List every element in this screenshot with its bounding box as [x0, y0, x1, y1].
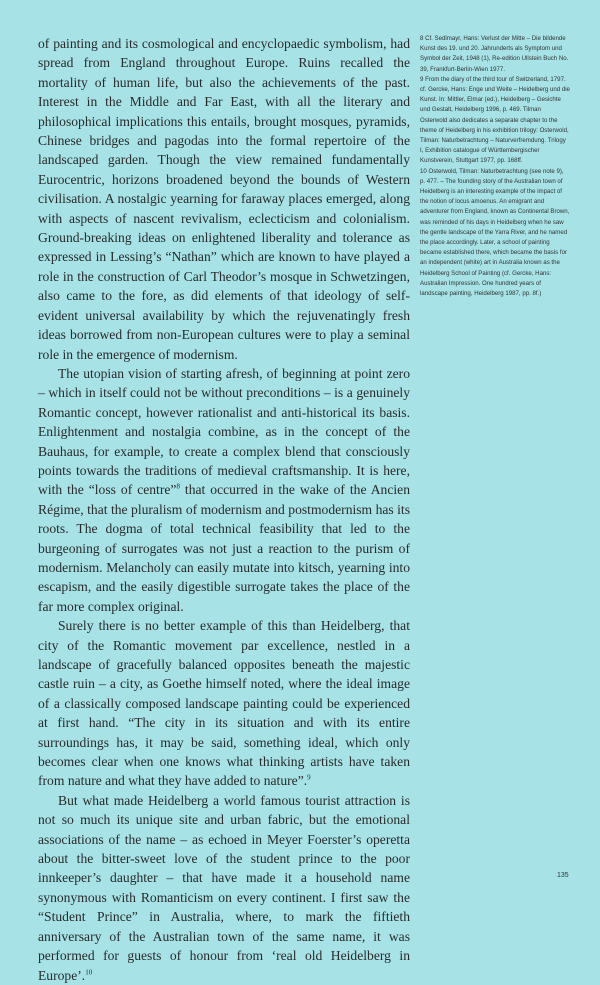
footnote-reference: 10	[85, 967, 93, 976]
footnote: 9 From the diary of the third tour of Switzerland, 1797. cf. Gercke, Hans: Enge und Weite – Heidelberg und die Kunst. In: Mittler, Elmar (ed.), Heidelberg – Gesichte und Gestalt, Heidelberg 1996, p. 469. Tilman Osterwold also dedicates a separate chapter to the theme of Heidelberg in his exhibition trilogy: Osterwold, Tilman: Naturbetrachtung – Naturverfremdung. Trilogy I, Exhibition catalogue of Württembergischer Kunstverein, Stuttgart 1977, pp. 168ff.	[420, 75, 570, 165]
footnote-reference: 9	[307, 773, 311, 782]
footnote: 8 Cf. Sedlmayr, Hans: Verlust der Mitte – Die bildende Kunst des 19. und 20. Jahrunderts als Symptom und Symbol der Zeit, 1948 (1), Re-edition Ullstein Buch No. 39, Frankfurt-Berlin-Wien 1977.	[420, 35, 569, 73]
body-paragraph	[38, 364, 410, 616]
body-paragraph	[38, 791, 410, 985]
footnote: 10 Osterwold, Tilman: Naturbetrachtung (see note 9), p. 477. – The founding story of the Australian town of Heidelberg is an interesting example of the impact of the notion of locus amoenus. An emigrant and adventurer from England, known as Continental Brown, was reminded of his days in Heidelberg when he saw the gentle landscape of the Yarra River, and he named the place accordingly. Later, a school of painting became established there, which became the basis for an independent (white) art in Australia known as the Heidelberg School of Painting (cf. Gercke, Hans: Australian Impression. One hundred years of landscape painting, Heidelberg 1987, pp. 8f.)	[420, 167, 570, 298]
paragraph-text: The utopian vision of starting afresh, of beginning at point zero – which in itself could not be without preconditions – is a genuinely Romantic concept, however rationalist and anti-historical its basis. Enlightenment and nostalgia combine, as in the concept of the Bauhaus, for example, to create a complex blend that consciously points towards the traditions of medieval craftsmanship. It is here, with the “loss of centre”	[38, 365, 410, 498]
paragraph-text: But what made Heidelberg a world famous tourist attraction is not so much its unique site and urban fabric, but the emotional associations of the name – as echoed in Meyer Foerster’s operetta about the bitter-sweet love of the student prince to the poor innkeeper’s daughter – that have made it a household name synonymous with Romanticism on every continent. I first saw the “Student Prince” in Australia, where, to mark the fiftieth anniversary of the Australian town of the same name, it was performed for guests of honour from ‘real old Heidelberg in Europe’.	[38, 792, 410, 983]
page-number: 135	[557, 872, 569, 879]
body-paragraph	[38, 34, 410, 364]
body-paragraph	[38, 616, 410, 791]
footnotes-column	[420, 34, 570, 299]
footnote-reference: 8	[176, 482, 180, 491]
main-text-column	[38, 34, 410, 985]
paragraph-text: that occurred in the wake of the Ancien Régime, that the pluralism of modernism and postmodernism has its roots. The dogma of total technical feasibility that led to the burgeoning of surrogates was not just a reaction to the purism of modernism. Melancholy can easily mutate into kitsch, yearning into escapism, and the easily digestible surrogate takes the place of the far more complex original.	[38, 482, 410, 614]
paragraph-text: of painting and its cosmological and encyclopaedic symbolism, had spread from England throughout Europe. Ruins recalled the mortality of human life, but also the achievements of the past. Interest in the Middle and Far East, with all the literary and philosophical implications this entails, brought mosques, pyramids, Chinese bridges and pagodas into the formal repertoire of the landscaped garden. Though the view remained fundamentally Eurocentric, horizons broadened beyond the bounds of Western civilisation. A nostalgic yearning for faraway places emerged, along with aspects of nascent revivalism, eclecticism and colonialism. Ground-breaking ideas on enlightened liberality and tolerance as expressed in Lessing’s “Nathan” which are known to have played a role in the construction of Carl Theodor’s mosque in Schwetzingen, also came to the fore, as did elements of that ideology of self-evident universal availability by which the rejuvenatingly fresh ideas borrowed from non-European cultures were to play a seminal role in the emergence of modernism.	[38, 36, 410, 362]
paragraph-text: Surely there is no better example of this than Heidelberg, that city of the Romantic movement par excellence, nestled in a landscape of gracefully balanced opposites beneath the majestic castle ruin – a city, as Goethe himself noted, where the ideal image of a classically composed landscape painting could be experienced at first hand. “The city in its situation and with its entire surroundings has, it may be said, something ideal, which only becomes clear when one knows what thinking artists have taken from nature and what they have added to nature”.	[38, 618, 410, 789]
